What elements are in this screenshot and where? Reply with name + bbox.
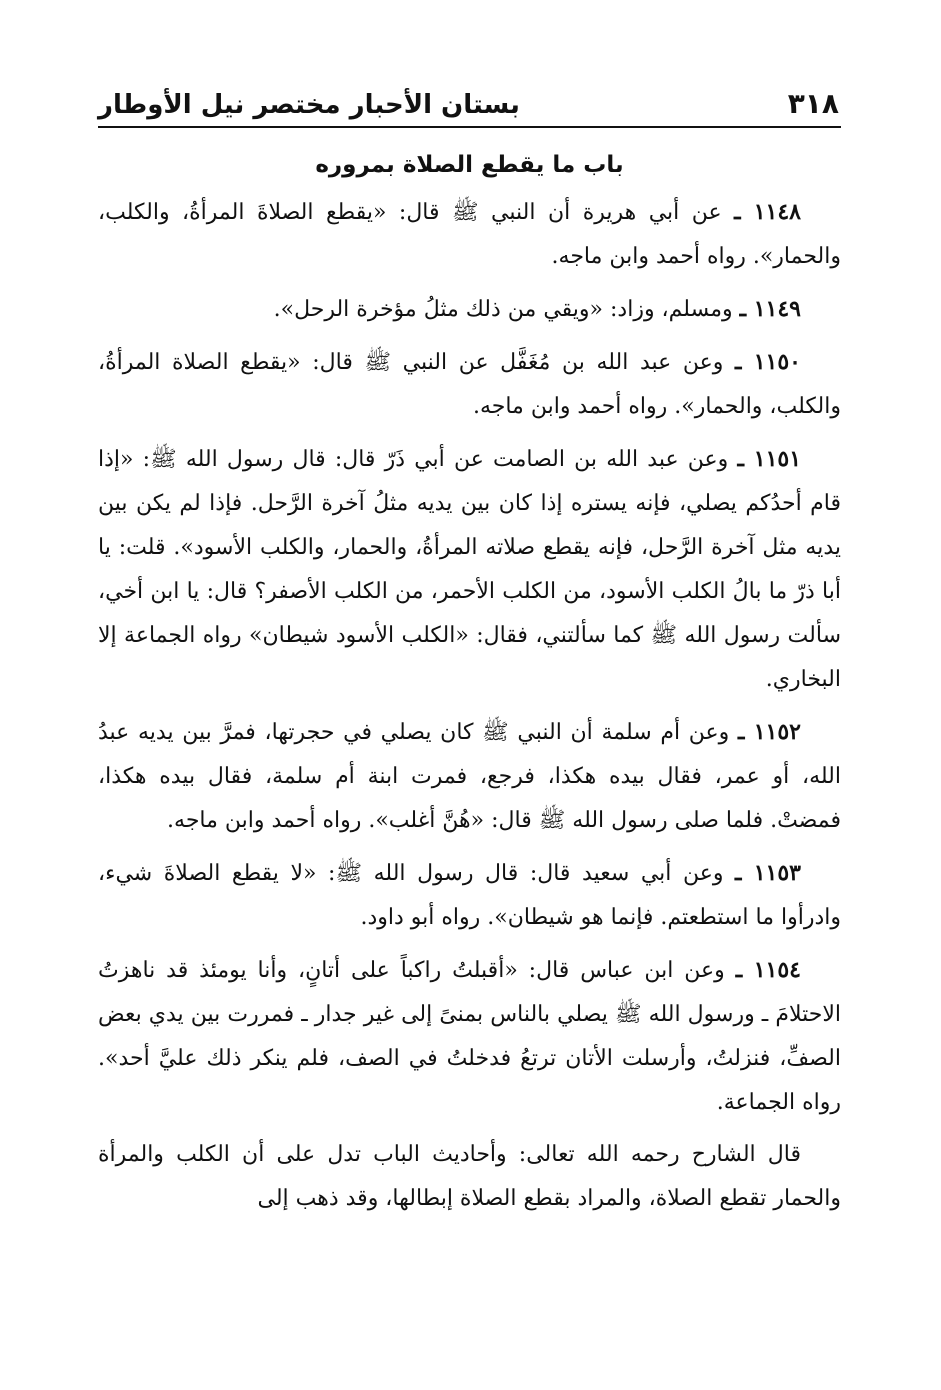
hadith-number: ١١٥١ ـ bbox=[737, 446, 802, 472]
hadith-text: وعن ابن عباس قال: «أقبلتُ راكباً على أتانٍ، وأنا يومئذ قد ناهزتُ الاحتلامَ ـ ورسول الله ﷺ يصلي بالناس بمنىً إلى غير جدار ـ فمررت بين يدي بعض الصفِّ، فنزلتُ، وأرسلت الأتان ترتعُ فدخلتُ في الصف، فلم ينكر ذلك عليَّ أحد». رواه الجماعة. bbox=[98, 958, 841, 1115]
hadith-text: ومسلم، وزاد: «ويقي من ذلك مثلُ مؤخرة الرحل». bbox=[273, 297, 733, 322]
hadith-1150 bbox=[98, 340, 841, 429]
page-number: ٣١٨ bbox=[787, 87, 839, 120]
hadith-1151 bbox=[98, 437, 841, 702]
hadith-number: ١١٤٨ ـ bbox=[734, 199, 801, 225]
hadith-number: ١١٥٤ ـ bbox=[735, 957, 801, 983]
hadith-text: وعن عبد الله بن مُغَفَّل عن النبي ﷺ قال: «يقطع الصلاة المرأةُ، والكلب، والحمار». رواه أحمد وابن ماجه. bbox=[98, 350, 841, 419]
hadith-1153 bbox=[98, 851, 841, 940]
hadith-number: ١١٥٢ ـ bbox=[737, 719, 801, 745]
running-header bbox=[98, 80, 841, 128]
chapter-title: باب ما يقطع الصلاة بمروره bbox=[315, 152, 624, 178]
book-title: بستان الأحبار مختصر نيل الأوطار bbox=[98, 90, 520, 120]
hadith-1154 bbox=[98, 948, 841, 1125]
hadith-text: وعن أبي سعيد قال: قال رسول الله ﷺ: «لا يقطع الصلاةَ شيء، وادرأوا ما استطعتم. فإنما هو شيطان». رواه أبو داود. bbox=[98, 861, 841, 930]
hadith-number: ١١٥٣ ـ bbox=[735, 860, 801, 886]
hadith-1149 bbox=[98, 287, 841, 332]
hadith-1148 bbox=[98, 190, 841, 279]
hadith-number: ١١٥٠ ـ bbox=[735, 349, 801, 375]
hadith-text: وعن أم سلمة أن النبي ﷺ كان يصلي في حجرتها، فمرَّ بين يديه عبدُ الله، أو عمر، فقال بيده هكذا، فرجع، فمرت ابنة أم سلمة، فقال بيده هكذا، فمضتْ. فلما صلى رسول الله ﷺ قال: «هُنَّ أغلب». رواه أحمد وابن ماجه. bbox=[98, 720, 841, 833]
hadith-number: ١١٤٩ ـ bbox=[739, 296, 801, 322]
hadith-text: عن أبي هريرة أن النبي ﷺ قال: «يقطع الصلاةَ المرأةُ، والكلب، والحمار». رواه أحمد وابن ماجه. bbox=[98, 200, 841, 269]
commentary-paragraph: قال الشارح رحمه الله تعالى: وأحاديث الباب تدل على أن الكلب والمرأة والحمار تقطع الصلاة، والمراد بقطع الصلاة إبطالها، وقد ذهب إلى bbox=[98, 1142, 841, 1211]
hadith-1152 bbox=[98, 710, 841, 843]
hadith-text: وعن عبد الله بن الصامت عن أبي ذَرّ قال: قال رسول الله ﷺ: «إذا قام أحدُكم يصلي، فإنه يستره إذا كان بين يديه مثلُ آخرة الرَّحل. فإذا لم يكن بين يديه مثل آخرة الرَّحل، فإنه يقطع صلاته المرأةُ، والحمار، والكلب الأسود». قلت: يا أبا ذرّ ما بالُ الكلب الأسود، من الكلب الأحمر، من الكلب الأصفر؟ قال: يا ابن أخي، سألت رسول الله ﷺ كما سألتني، فقال: «الكلب الأسود شيطان» رواه الجماعة إلا البخاري. bbox=[98, 447, 841, 692]
